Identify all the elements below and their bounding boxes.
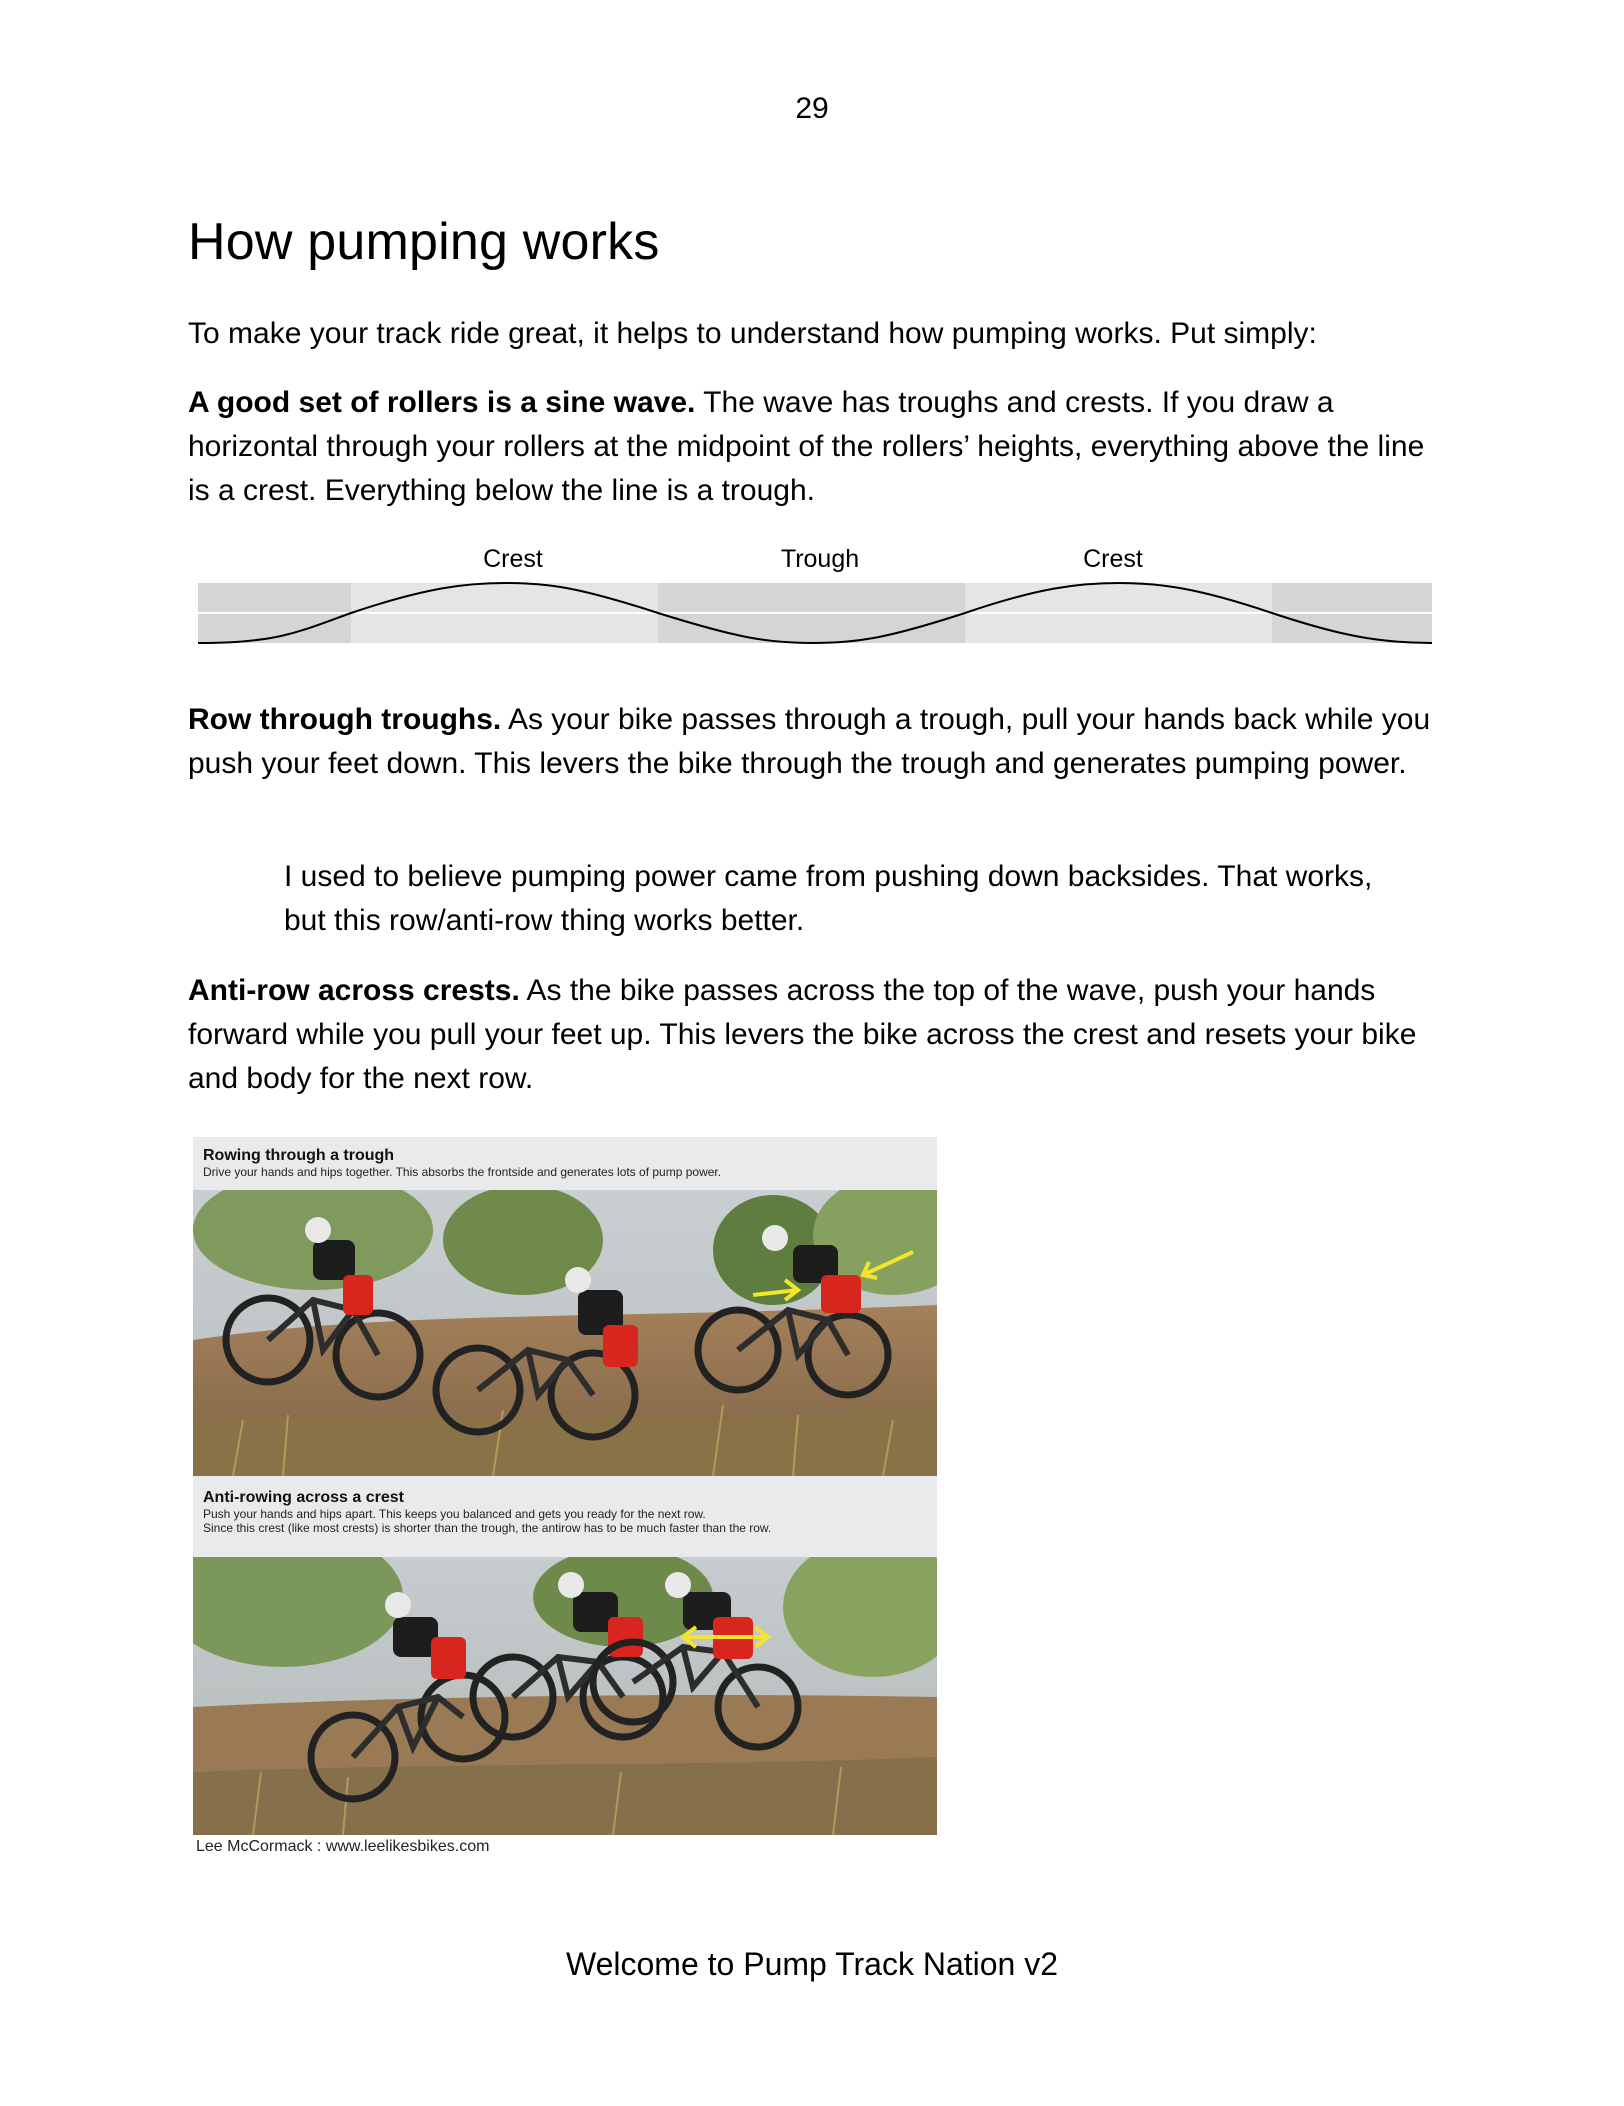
panel2-title: Anti-rowing across a crest [203, 1489, 404, 1506]
sine-wave-body: The wave has troughs and crests. If you draw a horizontal through your rollers at the midpoint of the rollers’ heights, everything above the line is a crest. Everything below the line is a trough. [188, 386, 1425, 507]
quote-paragraph: I used to believe pumping power came from pushing down backsides. That works, but this row/anti-row thing works better. [284, 860, 1373, 937]
anti-row-lead: Anti-row across crests. [188, 974, 520, 1007]
panel1-line: Drive your hands and hips together. This absorbs the frontside and generates lots of pump power. [203, 1165, 722, 1179]
rowing-photo [193, 1190, 937, 1476]
anti-rowing-photo-image [193, 1557, 937, 1835]
sine-wave-graphic [198, 545, 1432, 650]
anti-row-paragraph [188, 969, 1448, 1101]
panel2-line-2: Since this crest (like most crests) is shorter than the trough, the antirow has to be much faster than the row. [203, 1521, 772, 1535]
page-footer: Welcome to Pump Track Nation v2 [565, 1946, 1059, 1982]
anti-rowing-photo [193, 1557, 937, 1835]
panel2-caption [203, 1488, 771, 1535]
row-lead: Row through troughs. [188, 703, 502, 736]
crest-label-1: Crest [483, 545, 543, 573]
rowing-photo-image [193, 1190, 937, 1476]
anti-row-body: As the bike passes across the top of the wave, push your hands forward while you pull your feet up. This levers the bike across the crest and resets your bike and body for the next row. [188, 974, 1417, 1095]
photo-credit: Lee McCormack : www.leelikesbikes.com [196, 1838, 490, 1855]
intro-paragraph: To make your track ride great, it helps to understand how pumping works. Put simply: [188, 317, 1317, 350]
crest-label-2: Crest [1083, 545, 1143, 573]
photo-figure [193, 1137, 937, 1835]
trough-label: Trough [780, 545, 860, 573]
page-number: 29 [795, 92, 829, 125]
panel2-line-1: Push your hands and hips apart. This keeps you balanced and gets you ready for the next row. [203, 1507, 706, 1521]
panel1-caption [203, 1146, 721, 1179]
sine-wave-lead: A good set of rollers is a sine wave. [188, 386, 696, 419]
sine-wave-diagram [198, 545, 1432, 650]
row-body: As your bike passes through a trough, pull your hands back while you push your feet down. This levers the bike through the trough and generates pumping power. [188, 703, 1431, 780]
row-paragraph [188, 698, 1448, 786]
panel1-title: Rowing through a trough [203, 1147, 395, 1164]
sine-wave-paragraph [188, 381, 1448, 513]
page-heading: How pumping works [188, 213, 660, 271]
